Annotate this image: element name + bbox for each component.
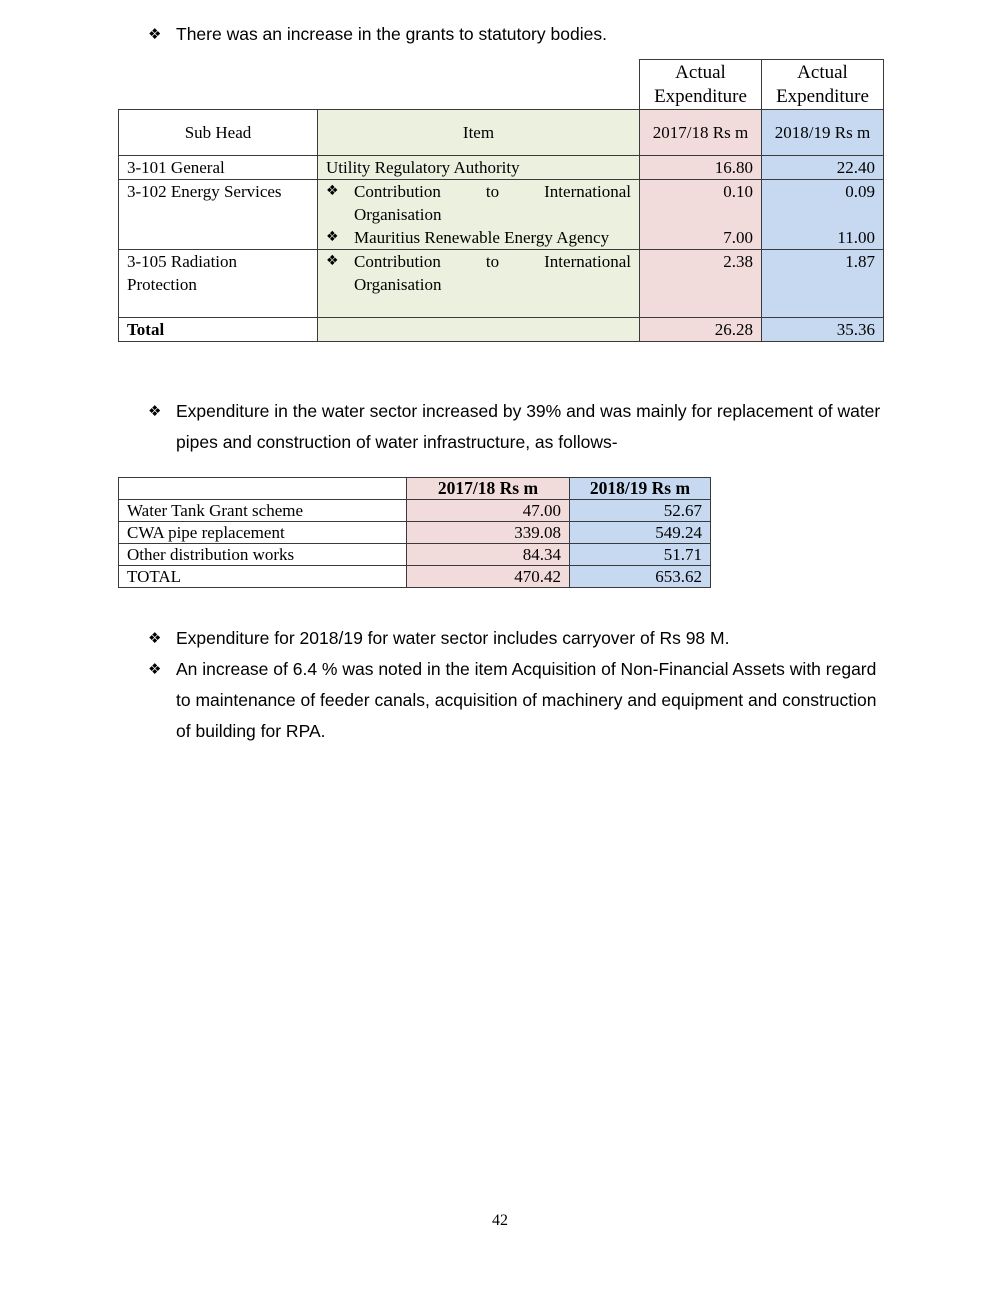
diamond-bullet-icon: ❖: [326, 229, 339, 245]
table-header-row: [119, 478, 711, 500]
table-row: 3-101 General Utility Regulatory Authority 16.80 22.40: [119, 156, 884, 180]
water-sector-table: [118, 477, 711, 588]
table-total-row: TOTAL 470.42 653.62: [119, 566, 711, 588]
table-header-row: [119, 110, 884, 156]
table-row: Other distribution works 84.34 51.71: [119, 544, 711, 566]
header-sub-head: Sub Head: [119, 110, 318, 156]
table-row: 3-105 Radiation Protection ❖ Contribution to International Organisation 2.38 1.87: [119, 250, 884, 318]
header-actual-expenditure-2018: Actual Expenditure: [762, 60, 884, 110]
diamond-bullet-icon: ❖: [148, 402, 162, 420]
bullet-acquisition: ❖ An increase of 6.4 % was noted in the item Acquisition of Non-Financial Assets with regard to maintenance of feeder canals, acquisition of machinery and equipment and construction of building for RPA.: [148, 654, 888, 747]
diamond-bullet-icon: ❖: [148, 25, 162, 43]
diamond-bullet-icon: ❖: [148, 629, 162, 647]
header-2018-19: 2018/19 Rs m: [762, 110, 884, 156]
diamond-bullet-icon: ❖: [326, 253, 339, 269]
header-2017-18: 2017/18 Rs m: [640, 110, 762, 156]
table-total-row: Total 26.28 35.36: [119, 318, 884, 342]
grants-table: [118, 59, 884, 342]
header-2017-18: 2017/18 Rs m: [407, 478, 570, 500]
header-actual-expenditure-2017: Actual Expenditure: [640, 60, 762, 110]
diamond-bullet-icon: ❖: [326, 183, 339, 199]
diamond-bullet-icon: ❖: [148, 660, 162, 678]
bullet-water-sector: ❖ Expenditure in the water sector increased by 39% and was mainly for replacement of water pipes and construction of water infrastructure, as follows-: [148, 396, 888, 458]
list-item: ❖ Contribution to International Organisation: [326, 182, 631, 224]
table-row: 3-102 Energy Services ❖ Contribution to International Organisation ❖ Mauritius Renewable Energy Agency 0.10 7.00 0.09 11.00: [119, 180, 884, 250]
list-item: ❖ Contribution to International Organisation: [326, 252, 631, 294]
bullet-grants: ❖ There was an increase in the grants to statutory bodies.: [148, 19, 888, 50]
table-row: Water Tank Grant scheme 47.00 52.67: [119, 500, 711, 522]
table-header-row: [119, 60, 884, 110]
table-row: CWA pipe replacement 339.08 549.24: [119, 522, 711, 544]
bullet-carryover: ❖ Expenditure for 2018/19 for water sector includes carryover of Rs 98 M.: [148, 623, 888, 654]
page-number: 42: [492, 1212, 508, 1229]
header-2018-19: 2018/19 Rs m: [570, 478, 711, 500]
header-item: Item: [318, 110, 640, 156]
list-item: ❖ Mauritius Renewable Energy Agency: [326, 228, 610, 247]
